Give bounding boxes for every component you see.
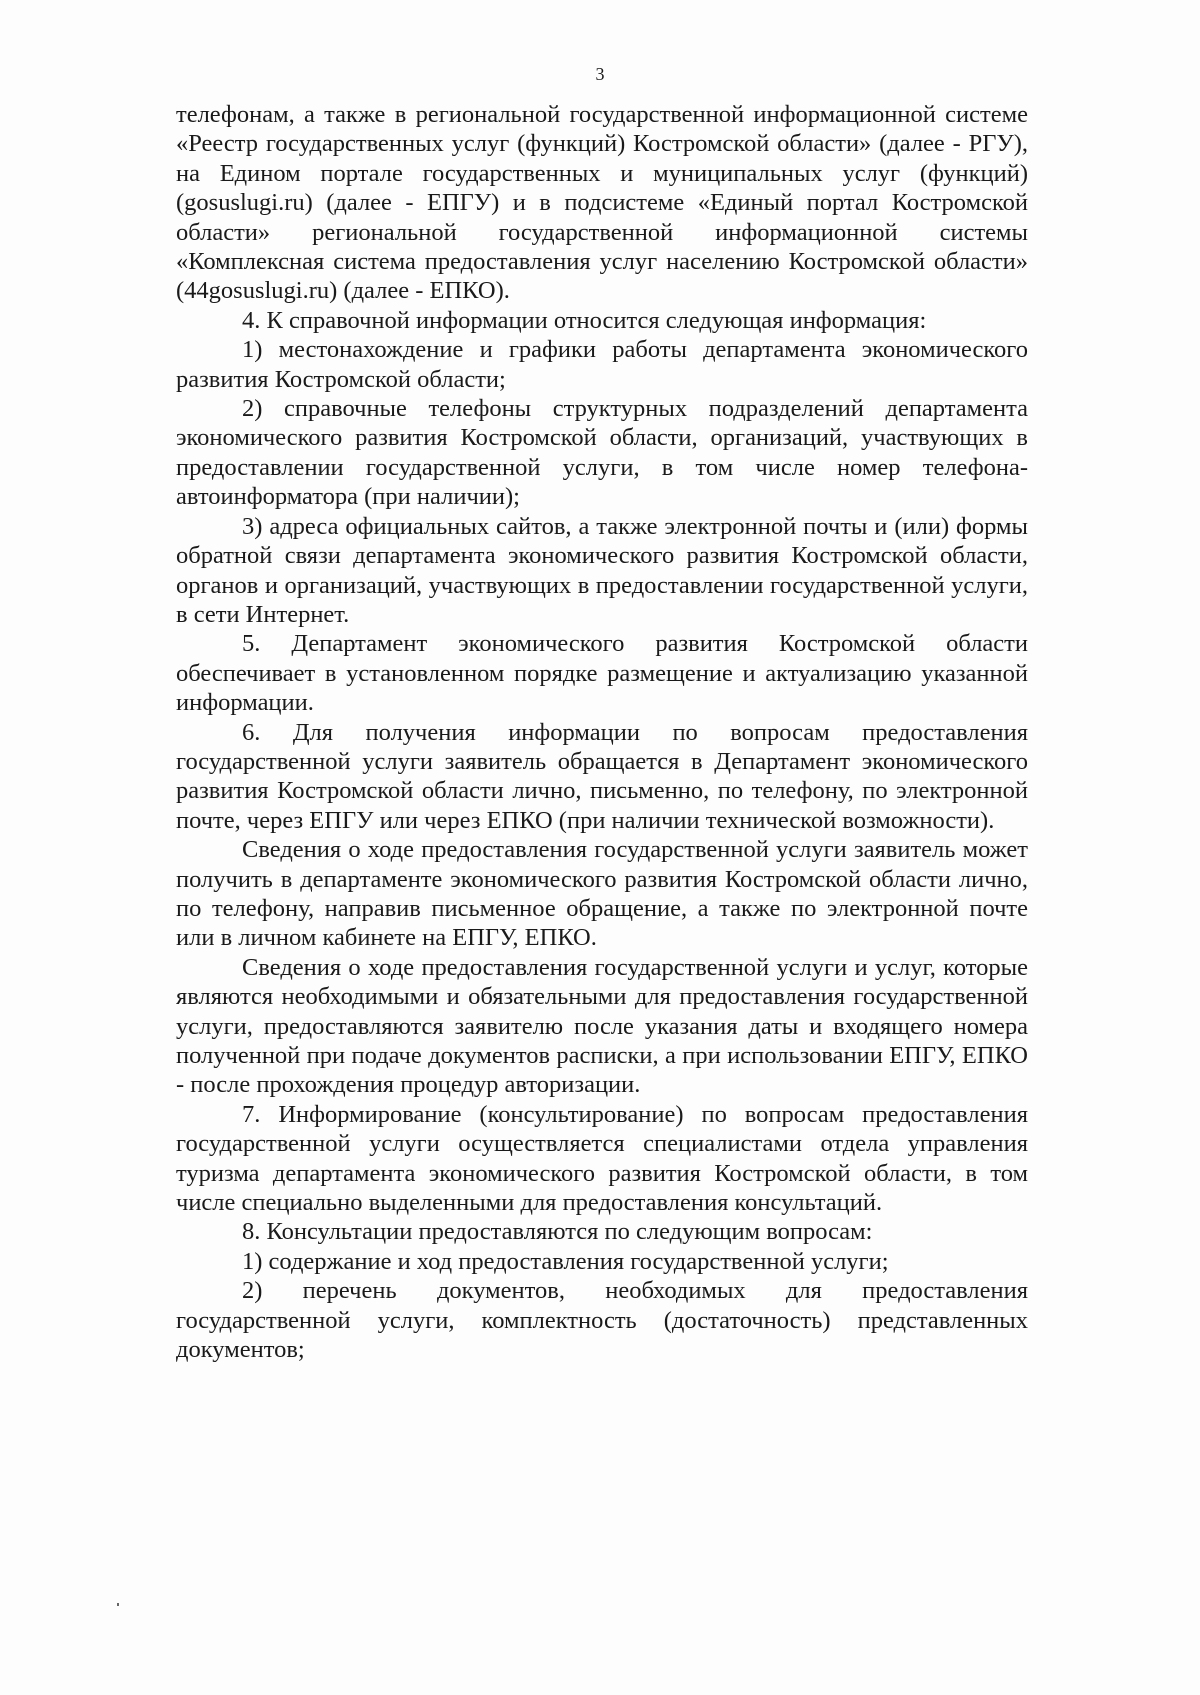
paragraph-item-7: 7. Информирование (консультирование) по вопросам предоставления государственной услуги осуществляется специалистами отдела управления туризма департамента экономического развития Костромской области, в том числе специально выделенными для предоставления консультаций. xyxy=(176,1100,1028,1217)
paragraph-subitem-8-2: 2) перечень документов, необходимых для предоставления государственной услуги, комплектность (достаточность) представленных документов; xyxy=(176,1277,1028,1364)
scan-artifact-dot xyxy=(117,1603,119,1606)
paragraph-status-info: Сведения о ходе предоставления государственной услуги заявитель может получить в департаменте экономического развития Костромской области лично, по телефону, направив письменное обращение, а также по электронной почте или в личном кабинете на ЕПГУ, ЕПКО. xyxy=(176,836,1028,952)
paragraph-subitem-4-1: 1) местонахождение и графики работы департамента экономического развития Костромской области; xyxy=(176,336,1028,393)
paragraph-subitem-4-2: 2) справочные телефоны структурных подразделений департамента экономического развития Костромской области, организаций, участвующих в предоставлении государственной услуги, в том числе номер телефона-автоинформатора (при наличии); xyxy=(176,395,1028,511)
paragraph-continuation: телефонам, а также в региональной государственной информационной системе «Реестр государственных услуг (функций) Костромской области» (далее - РГУ), на Едином портале государственных и муниципальных услуг (функций) (gosuslugi.ru) (далее - ЕПГУ) и в подсистеме «Единый портал Костромской области» региональной государственной информационной системы «Комплексная система предоставления услуг населению Костромской области» (44gosuslugi.ru) (далее - ЕПКО). xyxy=(176,101,1028,305)
paragraph-item-5: 5. Департамент экономического развития Костромской области обеспечивает в установленном порядке размещение и актуализацию указанной информации. xyxy=(176,630,1028,717)
paragraph-subitem-4-3: 3) адреса официальных сайтов, а также электронной почты и (или) формы обратной связи департамента экономического развития Костромской области, органов и организаций, участвующих в предоставлении государственной услуги, в сети Интернет. xyxy=(176,512,1028,628)
paragraph-item-6: 6. Для получения информации по вопросам предоставления государственной услуги заявитель обращается в Департамент экономического развития Костромской области лично, письменно, по телефону, по электронной почте, через ЕПГУ или через ЕПКО (при наличии технической возможности). xyxy=(176,718,1028,834)
page-number: 3 xyxy=(595,64,605,84)
paragraph-subitem-8-1: 1) содержание и ход предоставления государственной услуги; xyxy=(242,1247,889,1275)
paragraph-item-4: 4. К справочной информации относится следующая информация: xyxy=(242,306,927,334)
paragraph-status-info-auth: Сведения о ходе предоставления государственной услуги и услуг, которые являются необходимыми и обязательными для предоставления государственной услуги, предоставляются заявителю после указания даты и входящего номера полученной при подаче документов расписки, а при использовании ЕПГУ, ЕПКО - после прохождения процедур авторизации. xyxy=(176,953,1028,1099)
paragraph-item-8: 8. Консультации предоставляются по следующим вопросам: xyxy=(242,1218,873,1246)
document-body xyxy=(176,100,1028,1364)
